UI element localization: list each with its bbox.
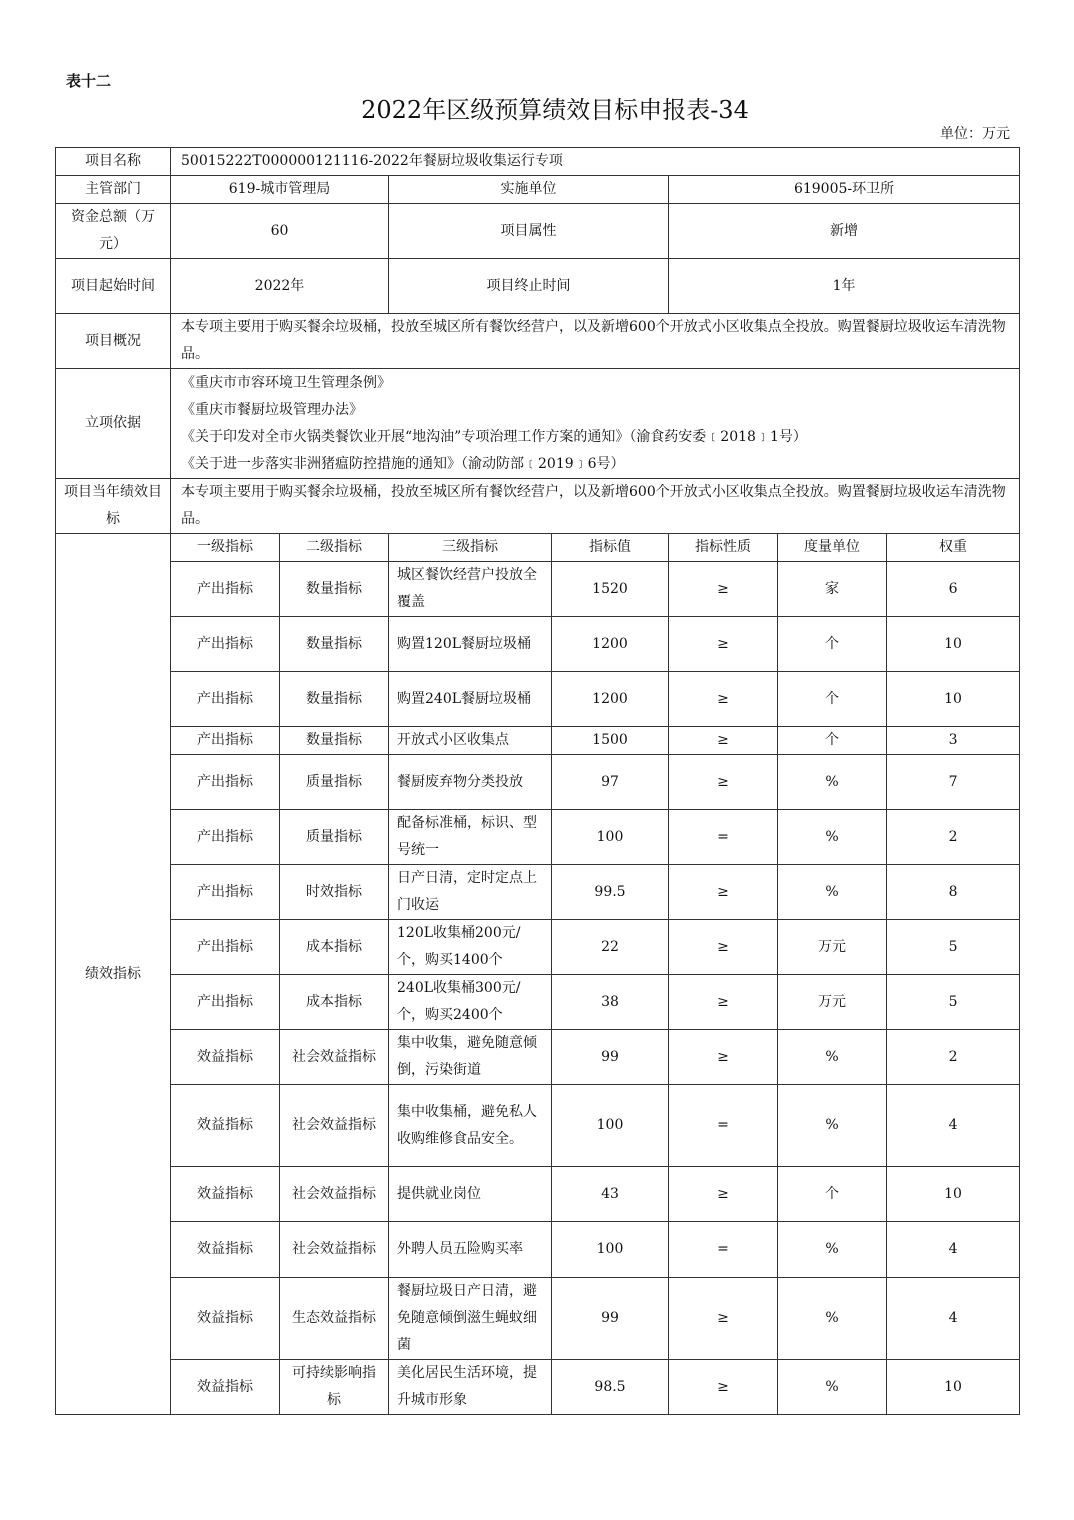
- indicator-value: 1200: [552, 672, 669, 727]
- indicator-weight: 10: [887, 1167, 1020, 1222]
- indicator-weight: 4: [887, 1222, 1020, 1278]
- indicator-nature: ≥: [669, 672, 778, 727]
- indicator-level1: 效益指标: [171, 1222, 280, 1278]
- indicator-weight: 8: [887, 865, 1020, 920]
- indicator-unit: 个: [778, 1167, 887, 1222]
- indicator-level2: 成本指标: [280, 975, 389, 1030]
- fund-value: 60: [171, 204, 389, 259]
- impl-label: 实施单位: [389, 176, 669, 204]
- indicator-value: 1200: [552, 617, 669, 672]
- indicator-level2: 数量指标: [280, 727, 389, 755]
- indicator-level1: 产出指标: [171, 562, 280, 617]
- basis-line: 《关于印发对全市火锅类餐饮业开展“地沟油”专项治理工作方案的通知》（渝食药安委﹝2018﹞1号）: [181, 428, 807, 445]
- indicator-level1: 产出指标: [171, 810, 280, 865]
- budget-performance-table: [55, 147, 1020, 1415]
- indicator-value: 100: [552, 1222, 669, 1278]
- attr-value: 新增: [669, 204, 1020, 259]
- indicator-value: 38: [552, 975, 669, 1030]
- indicator-level3: 集中收集桶，避免私人收购维修食品安全。: [389, 1085, 552, 1167]
- indicator-level2: 质量指标: [280, 810, 389, 865]
- indicator-unit: 个: [778, 672, 887, 727]
- indicator-row: [56, 920, 1020, 975]
- indicator-nature: =: [669, 1085, 778, 1167]
- indicator-nature: ≥: [669, 617, 778, 672]
- indicator-unit: 个: [778, 727, 887, 755]
- page-title: 2022年区级预算绩效目标申报表-34: [361, 96, 749, 124]
- indicator-level3: 240L收集桶300元/个，购买2400个: [389, 975, 552, 1030]
- header-level2: 二级指标: [280, 534, 389, 562]
- attr-label: 项目属性: [389, 204, 669, 259]
- indicator-header-row: [56, 534, 1020, 562]
- indicator-level3: 餐厨废弃物分类投放: [389, 755, 552, 810]
- row-project-name: [56, 148, 1020, 176]
- indicator-value: 100: [552, 1085, 669, 1167]
- fund-label: 资金总额（万元）: [56, 204, 171, 259]
- indicator-unit: %: [778, 810, 887, 865]
- indicator-unit: %: [778, 755, 887, 810]
- indicator-unit: %: [778, 1360, 887, 1415]
- basis-line: 《重庆市餐厨垃圾管理办法》: [181, 401, 363, 418]
- overview-value: 本专项主要用于购买餐余垃圾桶，投放至城区所有餐饮经营户，以及新增600个开放式小区收集点全投放。购置餐厨垃圾收运车清洗物品。: [171, 314, 1020, 369]
- indicator-weight: 10: [887, 617, 1020, 672]
- indicator-level3: 集中收集，避免随意倾倒，污染街道: [389, 1030, 552, 1085]
- indicator-unit: 万元: [778, 920, 887, 975]
- indicator-value: 98.5: [552, 1360, 669, 1415]
- indicator-level1: 效益指标: [171, 1167, 280, 1222]
- indicator-weight: 5: [887, 920, 1020, 975]
- indicator-level3: 美化居民生活环境，提升城市形象: [389, 1360, 552, 1415]
- indicator-nature: ≥: [669, 755, 778, 810]
- indicator-nature: ≥: [669, 727, 778, 755]
- indicator-row: [56, 755, 1020, 810]
- indicator-row: [56, 1360, 1020, 1415]
- indicator-row: [56, 975, 1020, 1030]
- indicator-level3: 购置240L餐厨垃圾桶: [389, 672, 552, 727]
- indicator-value: 99: [552, 1278, 669, 1360]
- table-number-label: 表十二: [66, 72, 112, 90]
- row-goal: [56, 479, 1020, 534]
- indicator-unit: 个: [778, 617, 887, 672]
- indicator-level3: 餐厨垃圾日产日清，避免随意倾倒滋生蝇蚊细菌: [389, 1278, 552, 1360]
- indicator-row: [56, 810, 1020, 865]
- indicator-unit: %: [778, 865, 887, 920]
- indicator-level2: 社会效益指标: [280, 1167, 389, 1222]
- indicator-row: [56, 1085, 1020, 1167]
- indicator-nature: ≥: [669, 1030, 778, 1085]
- indicator-weight: 4: [887, 1278, 1020, 1360]
- indicator-nature: ≥: [669, 975, 778, 1030]
- indicator-weight: 2: [887, 1030, 1020, 1085]
- header-weight: 权重: [887, 534, 1020, 562]
- indicator-level2: 成本指标: [280, 920, 389, 975]
- end-value: 1年: [669, 259, 1020, 314]
- indicator-level1: 产出指标: [171, 920, 280, 975]
- indicator-nature: ≥: [669, 865, 778, 920]
- basis-label: 立项依据: [56, 369, 171, 479]
- header-value: 指标值: [552, 534, 669, 562]
- indicator-weight: 6: [887, 562, 1020, 617]
- indicator-nature: ≥: [669, 1167, 778, 1222]
- start-label: 项目起始时间: [56, 259, 171, 314]
- unit-label: 单位：万元: [940, 126, 1010, 142]
- indicator-nature: ≥: [669, 1360, 778, 1415]
- indicator-value: 1500: [552, 727, 669, 755]
- project-name-label: 项目名称: [56, 148, 171, 176]
- indicator-level3: 外聘人员五险购买率: [389, 1222, 552, 1278]
- indicator-level2: 可持续影响指标: [280, 1360, 389, 1415]
- end-label: 项目终止时间: [389, 259, 669, 314]
- indicator-unit: %: [778, 1222, 887, 1278]
- row-fund: [56, 204, 1020, 259]
- indicator-level2: 数量指标: [280, 672, 389, 727]
- indicator-level1: 效益指标: [171, 1278, 280, 1360]
- indicator-value: 99: [552, 1030, 669, 1085]
- indicator-value: 99.5: [552, 865, 669, 920]
- indicator-unit: %: [778, 1030, 887, 1085]
- overview-label: 项目概况: [56, 314, 171, 369]
- indicator-level1: 产出指标: [171, 755, 280, 810]
- indicator-nature: =: [669, 810, 778, 865]
- start-value: 2022年: [171, 259, 389, 314]
- indicator-level1: 效益指标: [171, 1085, 280, 1167]
- indicator-row: [56, 1278, 1020, 1360]
- indicator-level1: 产出指标: [171, 617, 280, 672]
- indicator-level1: 产出指标: [171, 865, 280, 920]
- indicator-level2: 社会效益指标: [280, 1030, 389, 1085]
- goal-label: 项目当年绩效目标: [56, 479, 171, 534]
- indicator-level2: 质量指标: [280, 755, 389, 810]
- indicator-level2: 数量指标: [280, 562, 389, 617]
- indicator-level3: 提供就业岗位: [389, 1167, 552, 1222]
- dept-label: 主管部门: [56, 176, 171, 204]
- indicator-level1: 产出指标: [171, 975, 280, 1030]
- indicator-unit: %: [778, 1278, 887, 1360]
- indicator-nature: ≥: [669, 920, 778, 975]
- indicator-level1: 产出指标: [171, 727, 280, 755]
- indicator-level2: 社会效益指标: [280, 1222, 389, 1278]
- indicator-unit: 万元: [778, 975, 887, 1030]
- indicator-level3: 120L收集桶200元/个，购买1400个: [389, 920, 552, 975]
- indicator-value: 97: [552, 755, 669, 810]
- indicator-level3: 开放式小区收集点: [389, 727, 552, 755]
- header-level3: 三级指标: [389, 534, 552, 562]
- indicator-value: 22: [552, 920, 669, 975]
- indicator-level1: 产出指标: [171, 672, 280, 727]
- basis-value: [171, 369, 1020, 479]
- dept-value: 619-城市管理局: [171, 176, 389, 204]
- indicator-level3: 日产日清，定时定点上门收运: [389, 865, 552, 920]
- row-period: [56, 259, 1020, 314]
- basis-line: 《关于进一步落实非洲猪瘟防控措施的通知》（渝动防部﹝2019﹞6号）: [181, 455, 625, 472]
- goal-value: 本专项主要用于购买餐余垃圾桶，投放至城区所有餐饮经营户，以及新增600个开放式小区收集点全投放。购置餐厨垃圾收运车清洗物品。: [171, 479, 1020, 534]
- indicator-value: 1520: [552, 562, 669, 617]
- indicator-level2: 生态效益指标: [280, 1278, 389, 1360]
- header-level1: 一级指标: [171, 534, 280, 562]
- indicator-row: [56, 1030, 1020, 1085]
- indicator-weight: 3: [887, 727, 1020, 755]
- basis-line: 《重庆市市容环境卫生管理条例》: [181, 374, 391, 391]
- indicator-nature: ≥: [669, 562, 778, 617]
- indicator-value: 43: [552, 1167, 669, 1222]
- row-overview: [56, 314, 1020, 369]
- indicator-unit: 家: [778, 562, 887, 617]
- indicator-level1: 效益指标: [171, 1030, 280, 1085]
- indicator-weight: 10: [887, 1360, 1020, 1415]
- indicator-weight: 4: [887, 1085, 1020, 1167]
- header-nature: 指标性质: [669, 534, 778, 562]
- indicator-nature: =: [669, 1222, 778, 1278]
- indicator-level2: 社会效益指标: [280, 1085, 389, 1167]
- indicator-level2: 数量指标: [280, 617, 389, 672]
- indicator-level1: 效益指标: [171, 1360, 280, 1415]
- row-basis: [56, 369, 1020, 479]
- indicator-level2: 时效指标: [280, 865, 389, 920]
- indicator-unit: %: [778, 1085, 887, 1167]
- indicator-value: 100: [552, 810, 669, 865]
- indicator-level3: 配备标准桶，标识、型号统一: [389, 810, 552, 865]
- indicator-row: [56, 672, 1020, 727]
- header-unit: 度量单位: [778, 534, 887, 562]
- indicator-row: [56, 1167, 1020, 1222]
- indicators-section-label: 绩效指标: [56, 534, 171, 1415]
- indicator-row: [56, 865, 1020, 920]
- project-name-value: 50015222T000000121116-2022年餐厨垃圾收集运行专项: [171, 148, 1020, 176]
- indicator-weight: 5: [887, 975, 1020, 1030]
- indicator-row: [56, 727, 1020, 755]
- indicator-level3: 购置120L餐厨垃圾桶: [389, 617, 552, 672]
- indicator-row: [56, 562, 1020, 617]
- indicator-weight: 2: [887, 810, 1020, 865]
- indicator-nature: ≥: [669, 1278, 778, 1360]
- indicator-weight: 10: [887, 672, 1020, 727]
- indicator-level3: 城区餐饮经营户投放全覆盖: [389, 562, 552, 617]
- indicator-weight: 7: [887, 755, 1020, 810]
- impl-value: 619005-环卫所: [669, 176, 1020, 204]
- row-department: [56, 176, 1020, 204]
- indicator-row: [56, 1222, 1020, 1278]
- indicator-row: [56, 617, 1020, 672]
